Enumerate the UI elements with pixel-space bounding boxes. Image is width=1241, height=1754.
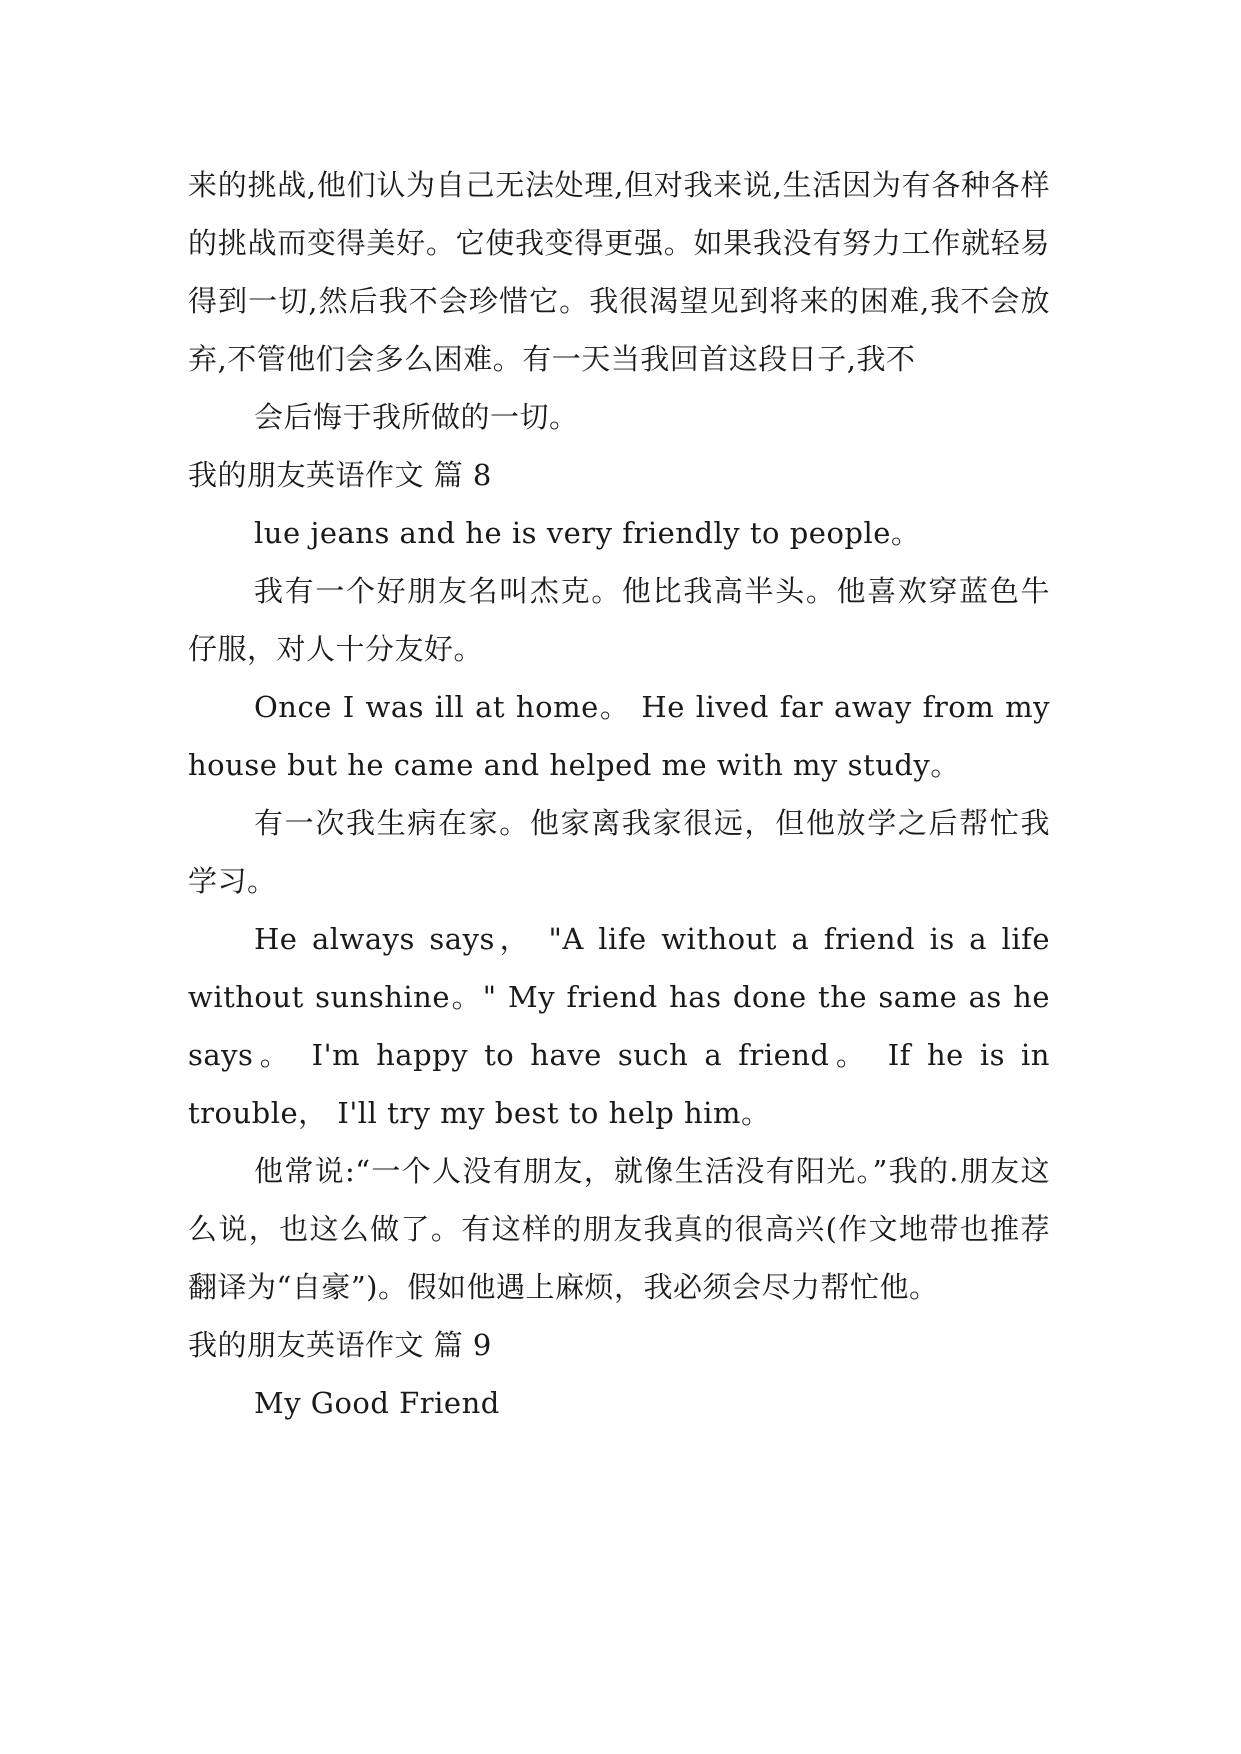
paragraph: 我有一个好朋友名叫杰克。他比我高半头。他喜欢穿蓝色牛仔服，对人十分友好。 — [188, 574, 1050, 666]
section-heading: 我的朋友英语作文 篇 8 — [188, 458, 492, 492]
paragraph: lue jeans and he is very friendly to people。 — [254, 516, 921, 550]
paragraph: 有一次我生病在家。他家离我家很远，但他放学之后帮忙我学习。 — [188, 806, 1050, 898]
paragraph: He always says， "A life without a friend is a life without sunshine。" My friend has done the same as he says。 I'm happy to have such a friend。 If he is in trouble， I'll try my best to help him。 — [188, 922, 1050, 1130]
paragraph: 会后悔于我所做的一切。 — [254, 400, 579, 434]
document-body — [188, 156, 1050, 1432]
paragraph: My Good Friend — [254, 1386, 500, 1420]
paragraph: 他常说:“一个人没有朋友，就像生活没有阳光。”我的.朋友这么说，也这么做了。有这样的朋友我真的很高兴(作文地带也推荐翻译为“自豪”)。假如他遇上麻烦，我必须会尽力帮忙他。 — [188, 1154, 1050, 1304]
section-heading: 我的朋友英语作文 篇 9 — [188, 1328, 492, 1362]
paragraph: 来的挑战,他们认为自己无法处理,但对我来说,生活因为有各种各样的挑战而变得美好。它使我变得更强。如果我没有努力工作就轻易得到一切,然后我不会珍惜它。我很渴望见到将来的困难,我不会放弃,不管他们会多么困难。有一天当我回首这段日子,我不 — [188, 168, 1050, 376]
paragraph: Once I was ill at home。 He lived far away from my house but he came and helped me with my study。 — [188, 690, 1050, 782]
